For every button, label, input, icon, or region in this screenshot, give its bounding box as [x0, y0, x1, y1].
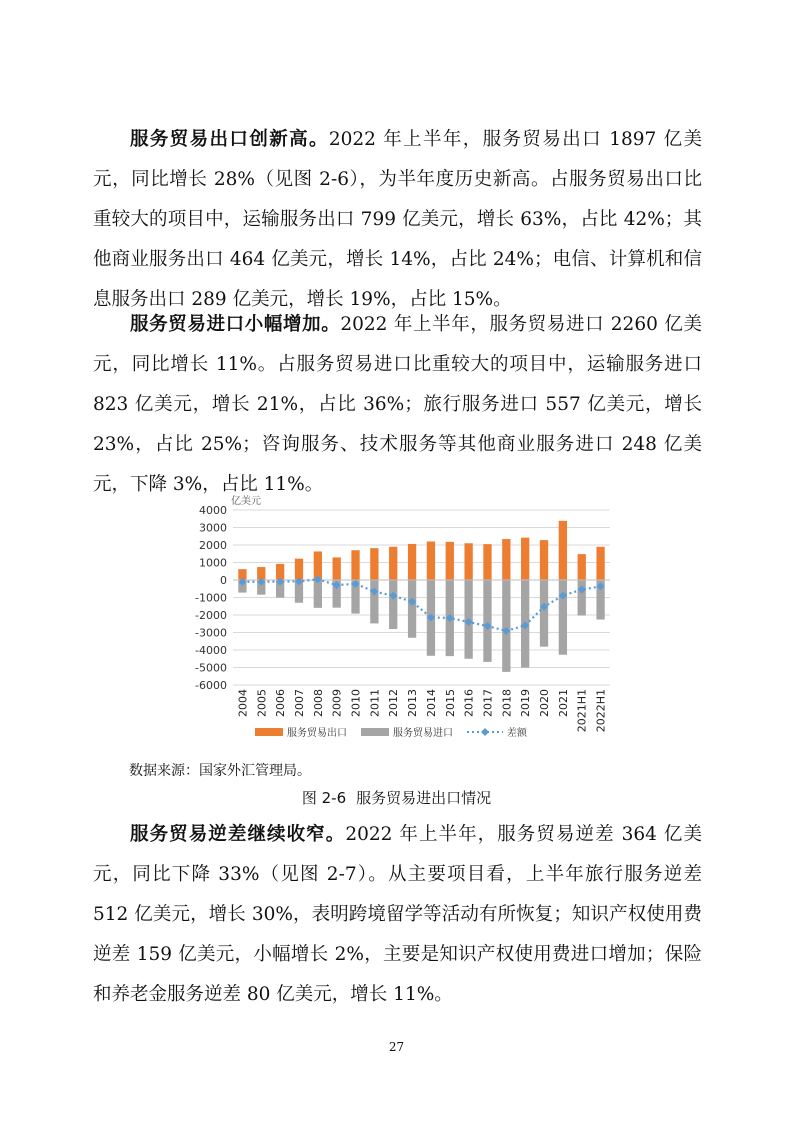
import-bar — [483, 580, 491, 662]
export-bar — [483, 544, 491, 580]
legend-export: 服务贸易出口 — [287, 728, 347, 739]
export-bar — [521, 538, 529, 580]
x-tick-label: 2021H1 — [575, 689, 589, 733]
export-bar — [502, 539, 510, 580]
export-bar — [578, 554, 586, 580]
x-tick-label: 2017 — [481, 689, 495, 717]
figure-title: 服务贸易进出口情况 — [356, 789, 492, 807]
y-tick-label: -5000 — [195, 661, 227, 675]
y-tick-label: -3000 — [195, 626, 227, 640]
export-bar — [351, 550, 359, 580]
paragraph-heading: 服务贸易进口小幅增加。 — [130, 314, 341, 335]
export-bar — [559, 521, 567, 580]
paragraph-body: 2022 年上半年，服务贸易逆差 364 亿美元，同比下降 33%（见图 2-7）。从主要项目看，上半年旅行服务逆差 512 亿美元，增长 30%，表明跨境留学等活动有所恢复；知识产权使用费逆差 159 亿美元，小幅增长 2%，主要是知识产权使用费进口增加；保险和养老金服务逆差 80 亿美元，增长 11%。 — [93, 824, 702, 1005]
paragraph-exports — [93, 120, 702, 320]
paragraph-body: 2022 年上半年，服务贸易出口 1897 亿美元，同比增长 28%（见图 2-6），为半年度历史新高。占服务贸易出口比重较大的项目中，运输服务出口 799 亿美元，增长 63%，占比 42%；其他商业服务出口 464 亿美元，增长 14%，占比 24%；电信、计算机和信息服务出口 289 亿美元，增长 19%，占比 15%。 — [93, 129, 702, 310]
y-tick-label: 1000 — [199, 556, 227, 570]
import-bar — [502, 580, 510, 672]
legend-import: 服务贸易进口 — [393, 728, 453, 739]
x-tick-label: 2006 — [274, 689, 288, 717]
export-bar — [446, 542, 454, 580]
export-bar — [464, 543, 472, 580]
y-tick-label: -4000 — [195, 644, 227, 657]
paragraph-heading: 服务贸易逆差继续收窄。 — [130, 824, 346, 845]
import-bar — [408, 580, 416, 638]
export-bar — [408, 544, 416, 580]
y-tick-label: 0 — [220, 574, 227, 587]
import-bar — [578, 580, 586, 616]
paragraph-heading: 服务贸易出口创新高。 — [130, 129, 329, 150]
figure-number: 图 2-6 — [301, 789, 347, 807]
paragraph-body: 2022 年上半年，服务贸易进口 2260 亿美元，同比增长 11%。占服务贸易进口比重较大的项目中，运输服务进口 823 亿美元，增长 21%，占比 36%；旅行服务进口 557 亿美元，增长 23%，占比 25%；咨询服务、技术服务等其他商业服务进口 248 亿美元，下降 3%，占比 11%。 — [93, 314, 702, 495]
figure-source: 数据来源：国家外汇管理局。 — [129, 763, 311, 779]
export-bar — [295, 559, 303, 580]
y-tick-label: -1000 — [195, 591, 227, 605]
x-tick-label: 2004 — [236, 689, 250, 717]
trade-chart — [183, 493, 615, 743]
y-tick-label: -6000 — [195, 679, 227, 692]
export-bar — [427, 542, 435, 581]
x-tick-label: 2018 — [500, 689, 514, 717]
import-bar — [370, 580, 378, 623]
legend-swatch-import — [361, 728, 389, 736]
export-bar — [370, 548, 378, 580]
import-bar — [314, 580, 322, 608]
x-tick-label: 2022H1 — [594, 689, 608, 733]
y-tick-label: 3000 — [199, 521, 227, 535]
x-tick-label: 2015 — [443, 689, 457, 717]
legend-swatch-export — [255, 728, 283, 736]
export-bar — [540, 540, 548, 580]
chart-svg — [183, 493, 615, 743]
legend-balance: 差额 — [507, 728, 527, 739]
x-tick-label: 2011 — [368, 689, 382, 717]
x-tick-label: 2021 — [556, 689, 570, 717]
export-bar — [333, 557, 341, 580]
y-tick-label: -2000 — [195, 609, 227, 622]
x-tick-label: 2008 — [311, 689, 325, 717]
y-unit-label: 亿美元 — [231, 496, 261, 507]
y-tick-label: 2000 — [199, 539, 227, 552]
x-tick-label: 2016 — [462, 689, 476, 717]
import-bar — [559, 580, 567, 655]
export-bar — [596, 547, 604, 580]
paragraph-imports — [93, 305, 702, 505]
legend-marker-balance — [481, 728, 489, 736]
x-tick-label: 2012 — [387, 689, 401, 717]
x-tick-label: 2007 — [292, 689, 306, 717]
paragraph-deficit — [93, 815, 702, 1015]
y-tick-label: 4000 — [199, 504, 227, 517]
page-number: 27 — [388, 1040, 405, 1054]
x-tick-label: 2010 — [349, 689, 363, 717]
x-tick-label: 2009 — [330, 689, 344, 717]
figure-caption — [0, 787, 793, 808]
import-bar — [389, 580, 397, 629]
x-tick-label: 2013 — [406, 689, 420, 717]
x-tick-label: 2014 — [424, 689, 438, 717]
x-tick-label: 2019 — [519, 689, 533, 717]
x-tick-label: 2020 — [538, 689, 552, 717]
export-bar — [389, 547, 397, 580]
import-bar — [540, 580, 548, 647]
x-tick-label: 2005 — [255, 689, 269, 717]
